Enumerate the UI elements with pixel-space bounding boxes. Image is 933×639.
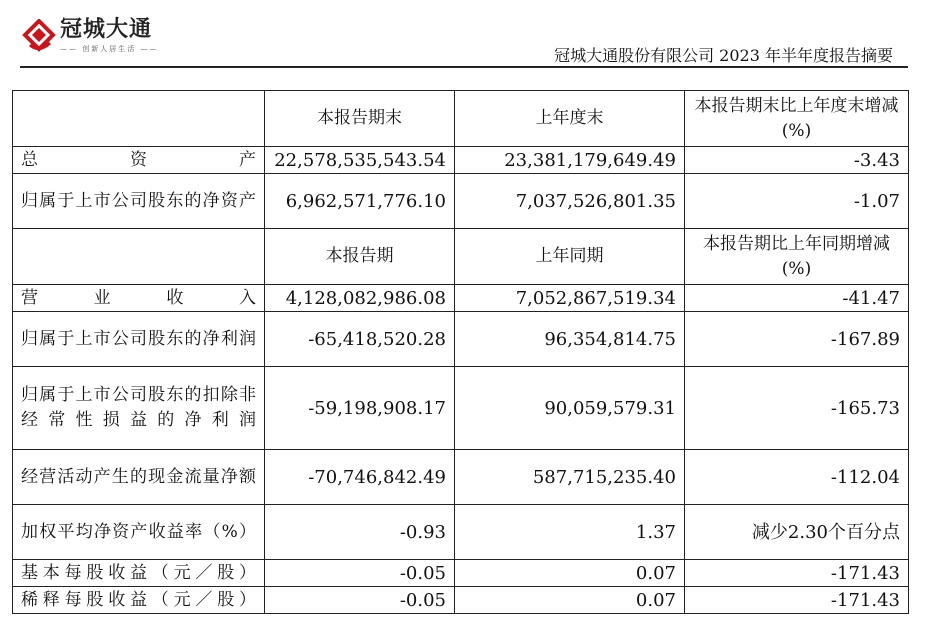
table-row	[13, 312, 909, 367]
value-cell: 6,962,571,776.10	[265, 174, 455, 229]
row-label: 基本每股收益（元／股）	[13, 560, 265, 587]
row-label: 归属于上市公司股东的净利润	[13, 312, 265, 367]
value-cell: -0.05	[265, 560, 455, 587]
row-label: 归属于上市公司股东的净资产	[13, 174, 265, 229]
change-cell: -171.43	[685, 587, 909, 614]
header-blank-cell	[13, 91, 265, 147]
table-row	[13, 367, 909, 450]
change-cell: -165.73	[685, 367, 909, 450]
value-cell: 0.07	[455, 587, 685, 614]
table-row	[13, 505, 909, 560]
header-cell: 本报告期	[265, 229, 455, 285]
logo-mark-icon	[22, 19, 56, 53]
table-header-row	[13, 229, 909, 285]
row-label: 经营活动产生的现金流量净额	[13, 450, 265, 505]
table-row	[13, 560, 909, 587]
header-cell: 上年度末	[455, 91, 685, 147]
value-cell: -0.93	[265, 505, 455, 560]
row-label: 稀释每股收益（元／股）	[13, 587, 265, 614]
value-cell: -0.05	[265, 587, 455, 614]
row-label: 归属于上市公司股东的扣除非经常性损益的净利润	[13, 367, 265, 450]
value-cell: 90,059,579.31	[455, 367, 685, 450]
change-cell: -167.89	[685, 312, 909, 367]
page-header	[0, 0, 933, 70]
header-cell: 本报告期末比上年度末增减(%)	[685, 91, 909, 147]
value-cell: 0.07	[455, 560, 685, 587]
change-cell: -171.43	[685, 560, 909, 587]
value-cell: 96,354,814.75	[455, 312, 685, 367]
value-cell: 22,578,535,543.54	[265, 147, 455, 174]
financial-summary-table	[12, 90, 909, 614]
document-title: 冠城大通股份有限公司 2023 年半年度报告摘要	[554, 46, 893, 65]
row-label: 加权平均净资产收益率（%）	[13, 505, 265, 560]
value-cell: 4,128,082,986.08	[265, 285, 455, 312]
table-row	[13, 174, 909, 229]
value-cell: -65,418,520.28	[265, 312, 455, 367]
change-cell: -3.43	[685, 147, 909, 174]
header-rule	[20, 66, 908, 68]
change-cell: -41.47	[685, 285, 909, 312]
company-logo	[22, 18, 158, 54]
value-cell: -59,198,908.17	[265, 367, 455, 450]
row-label: 营业收入	[13, 285, 265, 312]
table-row	[13, 450, 909, 505]
header-cell: 上年同期	[455, 229, 685, 285]
header-blank-cell	[13, 229, 265, 285]
row-label: 总资产	[13, 147, 265, 174]
change-cell: 减少2.30个百分点	[685, 505, 909, 560]
value-cell: -70,746,842.49	[265, 450, 455, 505]
change-cell: -112.04	[685, 450, 909, 505]
table-row	[13, 587, 909, 614]
logo-slogan: —— 创新人居生活 ——	[60, 45, 159, 53]
value-cell: 1.37	[455, 505, 685, 560]
header-cell: 本报告期比上年同期增减(%)	[685, 229, 909, 285]
header-cell: 本报告期末	[265, 91, 455, 147]
table-header-row	[13, 91, 909, 147]
logo-name: 冠城大通	[60, 17, 153, 42]
change-cell: -1.07	[685, 174, 909, 229]
value-cell: 587,715,235.40	[455, 450, 685, 505]
table-row	[13, 285, 909, 312]
value-cell: 23,381,179,649.49	[455, 147, 685, 174]
value-cell: 7,037,526,801.35	[455, 174, 685, 229]
table-row	[13, 147, 909, 174]
value-cell: 7,052,867,519.34	[455, 285, 685, 312]
